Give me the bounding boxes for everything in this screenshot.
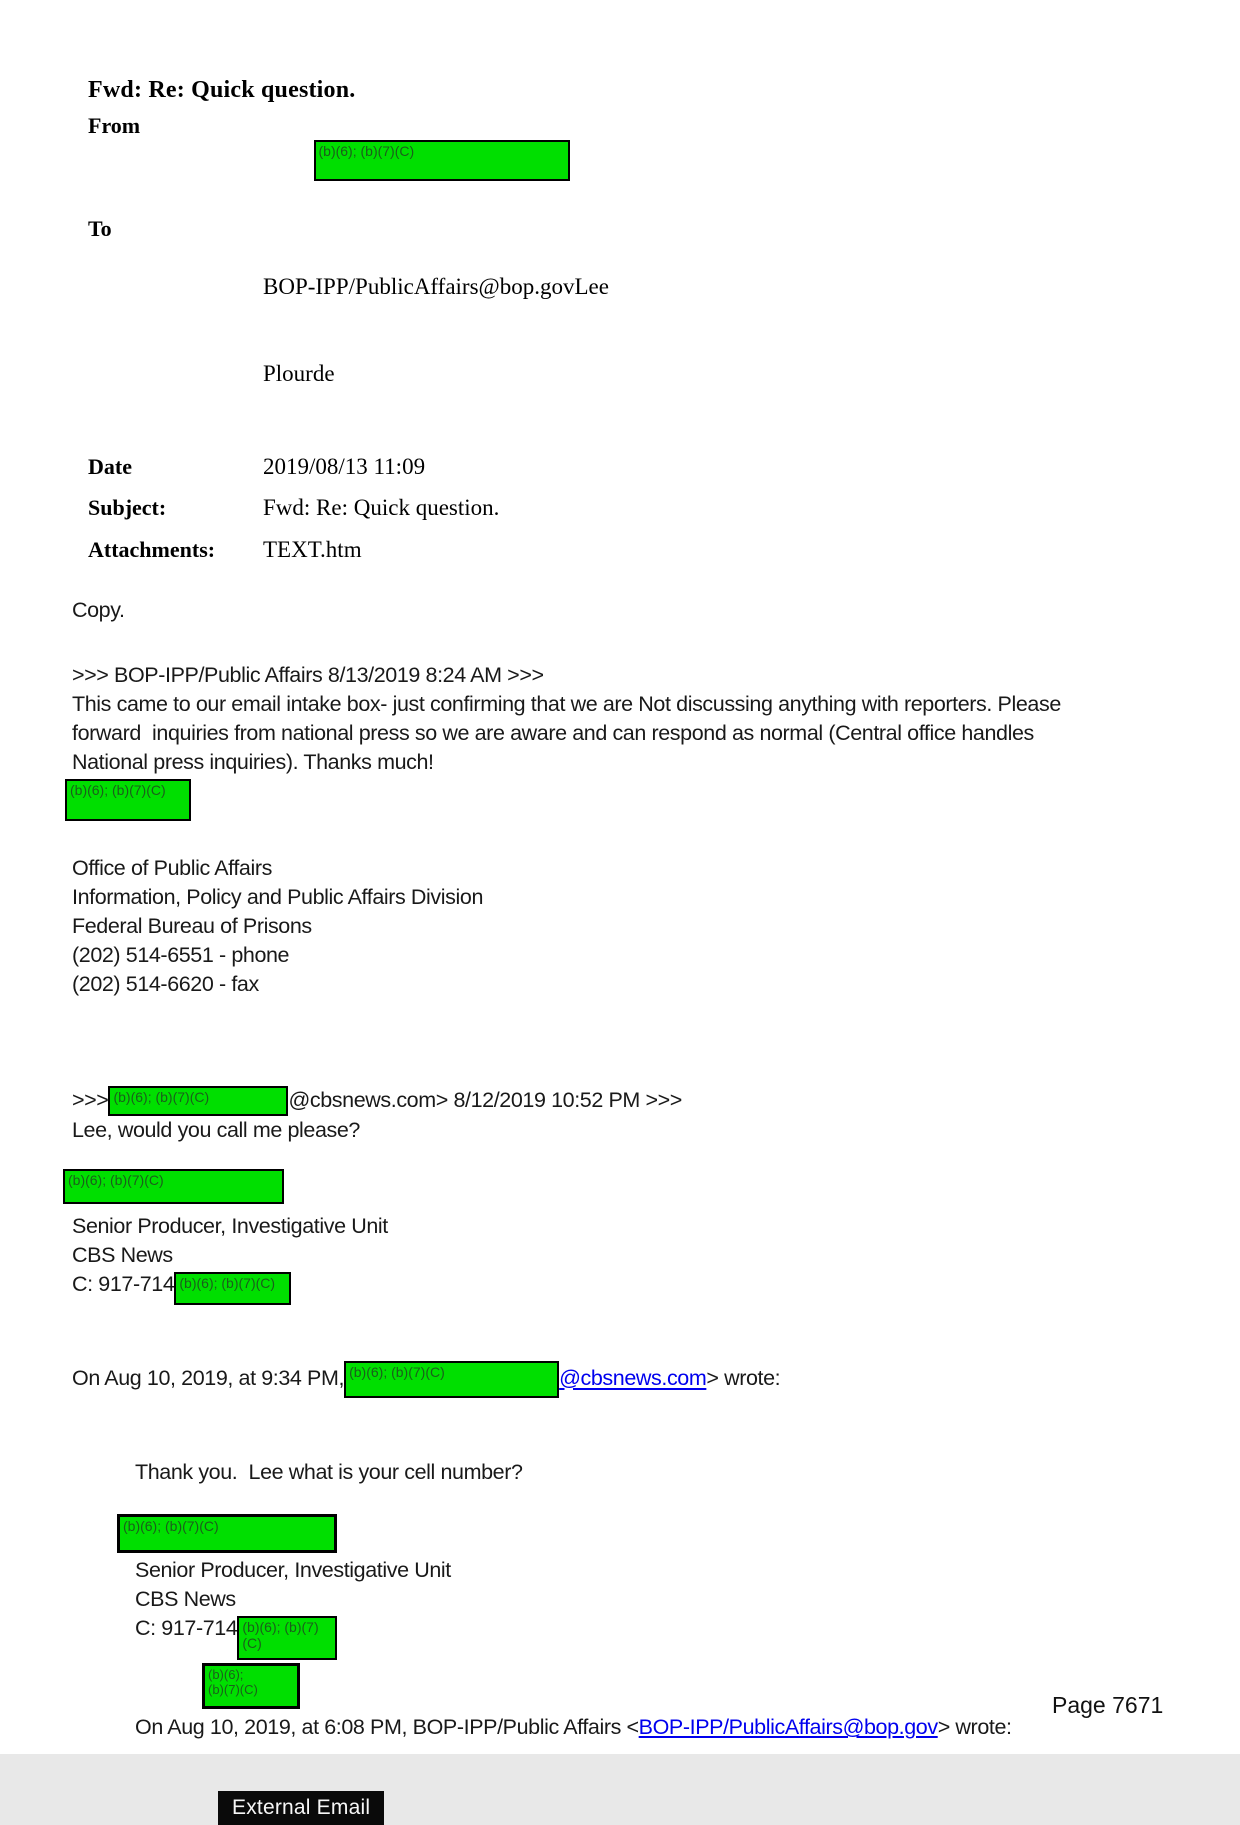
cbs-signature-block-1 xyxy=(72,1212,1180,1299)
sig3-org: CBS News xyxy=(135,1587,236,1612)
redaction-box-signature1: (b)(6); (b)(7)(C) xyxy=(65,779,191,821)
redaction-bottom-line2: (b)(7)(C) xyxy=(208,1682,258,1697)
sig2-title: Senior Producer, Investigative Unit xyxy=(72,1214,388,1239)
date-label: Date xyxy=(88,454,132,479)
sig1-fax: (202) 514-6620 - fax xyxy=(72,972,259,996)
quote1-prefix: On Aug 10, 2019, at 9:34 PM, xyxy=(72,1366,345,1391)
redaction-box-quote1-sender: (b)(6); (b)(7)(C) xyxy=(344,1361,559,1398)
quote2-suffix: > wrote: xyxy=(937,1715,1012,1740)
redaction-box-cell2: (b)(6); (b)(7)(C) xyxy=(237,1616,337,1660)
signature2-redaction-row xyxy=(63,1169,1180,1204)
thread2-message: Lee, would you call me please? xyxy=(72,1118,360,1143)
redaction-box-from: (b)(6); (b)(7)(C) xyxy=(314,140,570,181)
thread2-prefix: >>> xyxy=(72,1088,109,1112)
subject-value: Fwd: Re: Quick question. xyxy=(263,495,500,520)
date-value: 2019/08/13 11:09 xyxy=(263,454,426,479)
header-row-to xyxy=(88,214,1180,446)
to-value xyxy=(263,214,609,446)
copy-line: Copy. xyxy=(72,598,125,622)
to-label: To xyxy=(88,216,112,241)
from-label: From xyxy=(88,113,141,138)
sig2-cell-line xyxy=(72,1270,1180,1299)
reply1-message: Thank you. Lee what is your cell number? xyxy=(135,1460,523,1485)
thread1-paragraph xyxy=(72,690,1180,777)
signature3-redaction-row xyxy=(117,1514,1180,1553)
quote1-suffix: > wrote: xyxy=(706,1366,781,1391)
header-row-date xyxy=(88,452,1180,481)
sig2-cell-prefix: C: 917-714 xyxy=(72,1272,175,1297)
email-body xyxy=(68,596,1180,1825)
sig1-division: Information, Policy and Public Affairs Division xyxy=(72,885,484,909)
email-subject-title: Fwd: Re: Quick question. xyxy=(88,77,356,103)
bop-signature-block xyxy=(72,854,1180,999)
redaction-box-signature3-name: (b)(6); (b)(7)(C) xyxy=(117,1514,337,1553)
header-row-attachments xyxy=(88,535,1180,564)
sig1-office: Office of Public Affairs xyxy=(72,856,272,880)
from-value xyxy=(263,111,570,210)
redaction-box-bottom xyxy=(202,1663,300,1709)
subject-label: Subject: xyxy=(88,495,167,520)
sig3-cell-line xyxy=(135,1614,1180,1652)
thread1-header-line: >>> BOP-IPP/Public Affairs 8/13/2019 8:24 AM >>> xyxy=(72,663,544,687)
sig1-bureau: Federal Bureau of Prisons xyxy=(72,914,312,938)
sig1-phone: (202) 514-6551 - phone xyxy=(72,943,290,967)
attachments-label: Attachments: xyxy=(88,537,216,562)
attachments-value: TEXT.htm xyxy=(263,537,362,562)
signature1-redaction-row xyxy=(65,779,1180,821)
external-email-banner: External Email xyxy=(218,1791,384,1825)
sig2-org: CBS News xyxy=(72,1243,173,1268)
redaction-box-signature2-name: (b)(6); (b)(7)(C) xyxy=(63,1169,284,1204)
bottom-redaction-row xyxy=(202,1663,300,1709)
to-value-line1: BOP-IPP/PublicAffairs@bop.govLee xyxy=(263,274,609,299)
thread1-line2: forward inquiries from national press so we are aware and can respond as normal (Central office handles xyxy=(72,721,1034,745)
page-number: Page 7671 xyxy=(1052,1692,1164,1718)
thread2-header-line xyxy=(72,1085,1180,1116)
cbs-signature-block-2 xyxy=(135,1556,1180,1652)
email-header xyxy=(88,75,1180,564)
bop-email-link[interactable]: BOP-IPP/PublicAffairs@bop.gov xyxy=(638,1715,938,1740)
quote1-attribution-line xyxy=(72,1361,1180,1398)
redaction-box-thread2-sender: (b)(6); (b)(7)(C) xyxy=(108,1086,288,1116)
thread1-line3: National press inquiries). Thanks much! xyxy=(72,750,434,774)
sig3-cell-prefix: C: 917-714 xyxy=(135,1616,238,1641)
thread1-line1: This came to our email intake box- just confirming that we are Not discussing anything with reporters. Please xyxy=(72,692,1061,716)
header-row-subject xyxy=(88,493,1180,522)
to-value-line2: Plourde xyxy=(263,361,335,386)
redaction-bottom-line1: (b)(6); xyxy=(208,1667,244,1682)
external-email-banner-row xyxy=(218,1791,1180,1825)
cbsnews-email-link[interactable]: @cbsnews.com xyxy=(559,1366,707,1391)
header-row-from xyxy=(88,111,1180,210)
quote2-attribution-line xyxy=(135,1713,1180,1742)
sig3-title: Senior Producer, Investigative Unit xyxy=(135,1558,451,1583)
redaction-box-cell1: (b)(6); (b)(7)(C) xyxy=(174,1272,291,1305)
thread2-suffix: @cbsnews.com> 8/12/2019 10:52 PM >>> xyxy=(288,1088,682,1112)
quote2-prefix: On Aug 10, 2019, at 6:08 PM, BOP-IPP/Public Affairs < xyxy=(135,1715,639,1740)
